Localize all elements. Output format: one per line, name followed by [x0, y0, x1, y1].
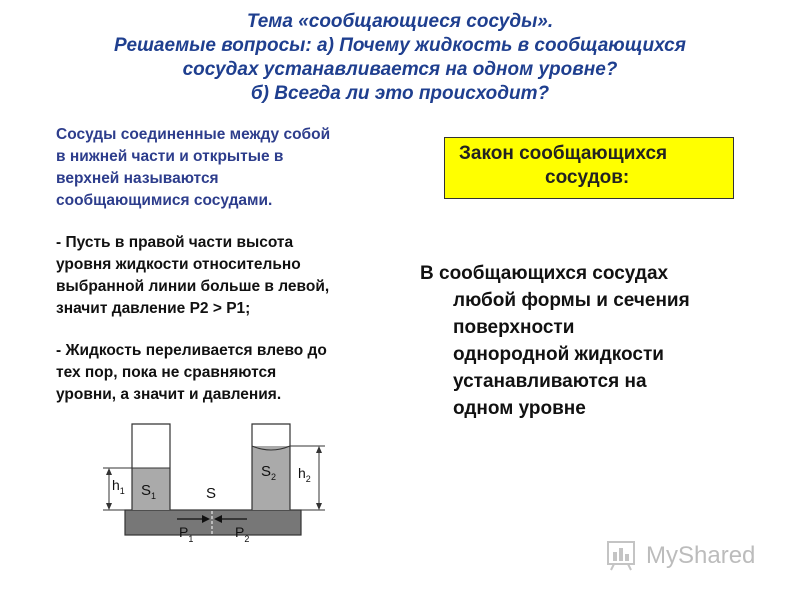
- title-line-1: Тема «сообщающиеся сосуды».: [246, 11, 554, 32]
- h1-arrow-down: [106, 503, 112, 510]
- definition-line: сообщающимися сосудами.: [56, 192, 273, 209]
- myshared-watermark[interactable]: [606, 536, 776, 576]
- h1-arrow-up: [106, 468, 112, 475]
- h1-letter: h: [112, 477, 120, 493]
- h1-subscript: 1: [119, 486, 125, 496]
- bullet-pressure: [56, 232, 416, 320]
- bullet-line: - Жидкость переливается влево до: [56, 342, 327, 359]
- law-heading-line-1: Закон сообщающихся: [459, 143, 668, 164]
- bullet-line: тех пор, пока не сравняются: [56, 364, 277, 381]
- definition-text: [56, 124, 416, 212]
- s1-subscript: 1: [151, 491, 157, 501]
- s1-letter: S: [141, 482, 152, 499]
- p2-letter: P: [235, 524, 245, 540]
- statement-line: одном уровне: [453, 398, 586, 419]
- bullet-line: уровня жидкости относительно: [56, 256, 301, 273]
- s2-letter: S: [261, 463, 272, 480]
- statement-line: устанавливаются на: [453, 371, 647, 392]
- definition-line: верхней называются: [56, 170, 219, 187]
- bullet-flow: [56, 340, 416, 406]
- watermark-text: MyShared: [646, 542, 756, 569]
- bullet-line: значит давление Р2 > Р1;: [56, 300, 251, 317]
- statement-line: поверхности: [453, 317, 575, 338]
- communicating-vessels-diagram: [95, 418, 335, 550]
- p1-letter: P: [179, 524, 189, 540]
- h2-letter: h: [298, 465, 306, 481]
- law-statement: [420, 260, 760, 422]
- title-line-3: сосудах устанавливается на одном уровне?: [182, 59, 618, 80]
- h2-label: [298, 465, 311, 484]
- law-heading-line-2: сосудов:: [545, 167, 630, 188]
- h2-arrow-up: [316, 446, 322, 453]
- slide-title: [40, 10, 760, 106]
- law-heading-box: [444, 137, 734, 199]
- h2-subscript: 2: [305, 474, 311, 484]
- bullet-line: - Пусть в правой части высота: [56, 234, 294, 251]
- statement-line: однородной жидкости: [453, 344, 664, 365]
- bullet-line: уровни, а значит и давления.: [56, 386, 282, 403]
- s2-subscript: 2: [271, 472, 277, 482]
- p2-subscript: 2: [244, 534, 250, 544]
- definition-line: Сосуды соединенные между собой: [56, 126, 331, 143]
- h2-arrow-down: [316, 503, 322, 510]
- h1-label: [112, 477, 125, 496]
- s-label: S: [206, 485, 217, 502]
- p1-subscript: 1: [188, 534, 194, 544]
- definition-line: в нижней части и открытые в: [56, 148, 284, 165]
- title-line-2: Решаемые вопросы: а) Почему жидкость в сообщающихся: [114, 35, 686, 56]
- statement-line: любой формы и сечения: [453, 290, 690, 311]
- bullet-line: выбранной линии больше в левой,: [56, 278, 330, 295]
- title-line-4: б) Всегда ли это происходит?: [250, 83, 550, 104]
- connecting-channel: [125, 510, 301, 535]
- chart-icon: [606, 538, 640, 572]
- statement-line: В сообщающихся сосудах: [420, 263, 669, 284]
